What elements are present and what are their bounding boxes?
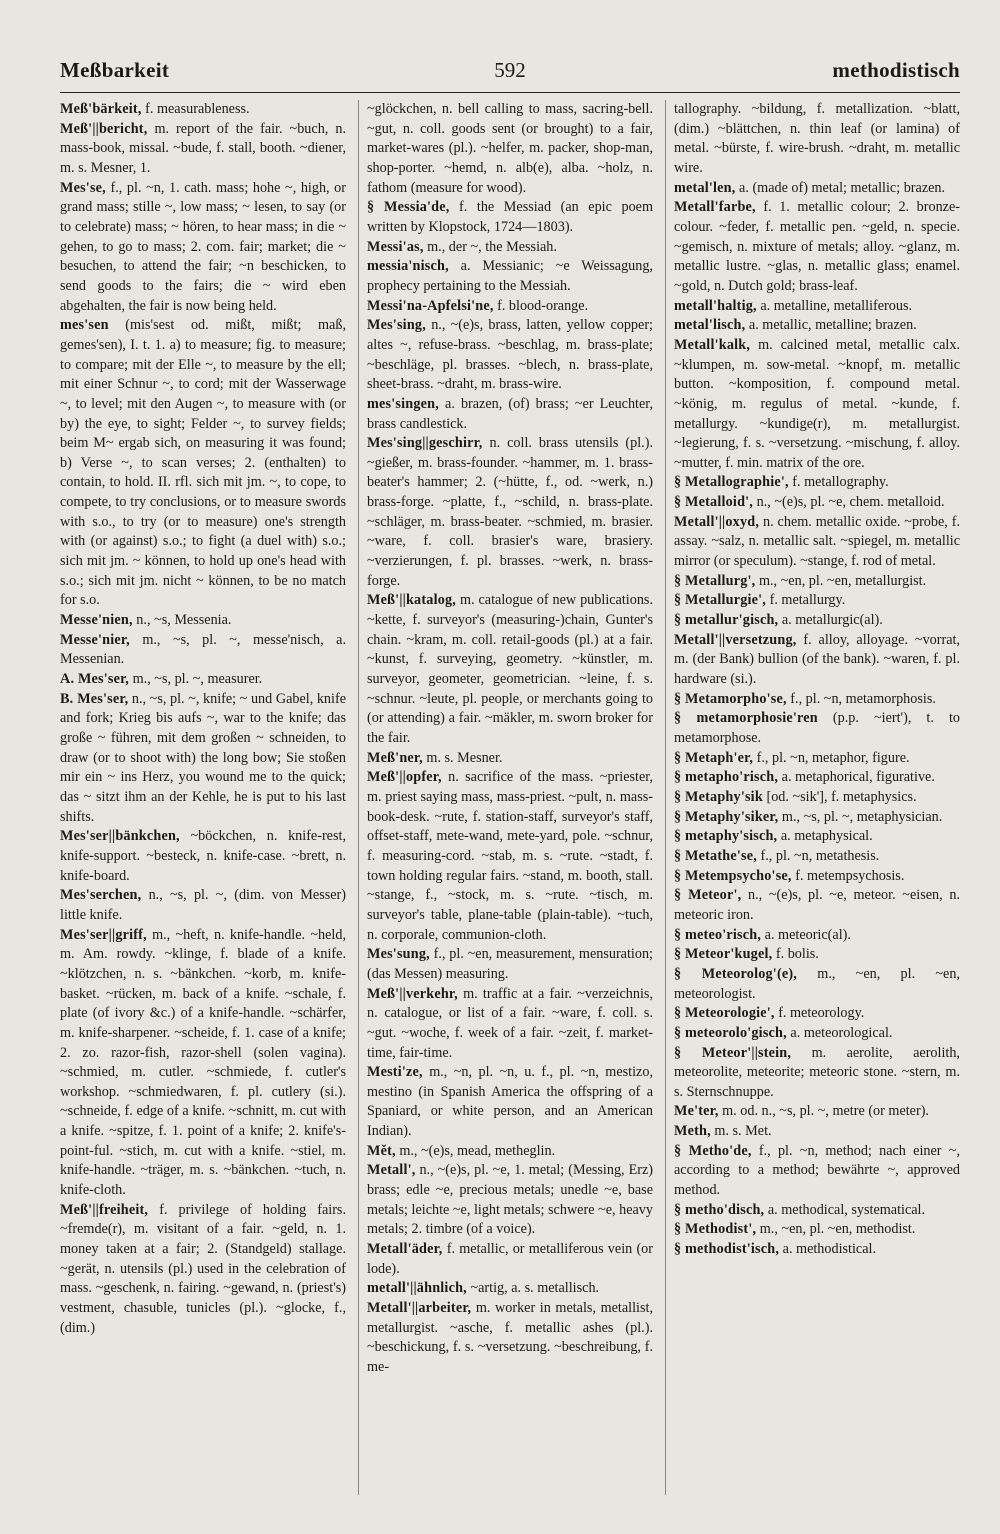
entry-headword: § Metaphy'siker,	[674, 808, 779, 825]
entry-definition: (p.p. ~iert'), t. to metamorphose.	[674, 710, 960, 746]
entry-headword: § Metamorpho'se,	[674, 690, 787, 707]
dictionary-entry	[674, 493, 960, 513]
dictionary-entry	[367, 297, 653, 317]
dictionary-entry	[674, 1102, 960, 1122]
entry-headword: metal'len,	[674, 179, 736, 196]
entry-definition: n., ~(e)s, pl. ~e, chem. metalloid.	[753, 494, 945, 511]
dictionary-entry	[367, 1142, 653, 1162]
entry-headword: metall'haltig,	[674, 297, 757, 314]
entry-definition: m., ~s, pl. ~, measurer.	[129, 671, 263, 688]
dictionary-entry	[60, 316, 346, 611]
entry-headword: § metamorphosie'ren	[674, 710, 818, 727]
entry-headword: Meß'||opfer,	[367, 769, 442, 786]
entry-headword: § Metallographie',	[674, 474, 789, 491]
dictionary-entry	[674, 297, 960, 317]
entry-definition: a. metaphorical, figurative.	[778, 769, 935, 786]
column-1	[60, 100, 346, 1495]
entry-headword: § Metempsycho'se,	[674, 867, 792, 884]
entry-definition: m., der ~, the Messiah.	[423, 238, 557, 255]
entry-headword: Metall'||oxyd,	[674, 513, 760, 530]
entry-definition: a. brazen, (of) brass; ~er Leuchter, brass candlestick.	[367, 395, 653, 432]
entry-headword: § Metathe'se,	[674, 847, 757, 864]
entry-headword: § Meteor'||stein,	[674, 1044, 792, 1061]
dictionary-entry	[60, 926, 346, 1201]
entry-definition: a. metallurgic(al).	[778, 612, 883, 629]
entry-definition: n., ~(e)s, brass, latten, yellow copper; altes ~, refuse-brass. ~beschlag, m. brass-plate; ~beschläge, pl. brasses. ~blech, n. brass-plate, sheet-brass. ~draht, m. brass-wire.	[367, 317, 653, 393]
dictionary-entry	[674, 1220, 960, 1240]
entry-definition: m., ~heft, n. knife-handle. ~held, m. Am. rowdy. ~klinge, f. blade of a knife. ~klötzchen, n. s. ~bänkchen. ~korb, m. knife-basket. ~rücken, m. back of a knife. ~schale, f. plate (of ivory &c.) of a knife-handle. ~schärfer, m. knife-sharpener. ~scheide, f. 1. case of a knife; 2. zo. razor-fish, razor-shell (solen vagina). ~schmied, m. cutler. ~schmiede, f. cutler's workshop. ~schmiedwaren, f. pl. cutlery (si.). ~schneide, f. edge of a knife. ~schnitt, m. cut with a knife. ~spitze, f. 1. point of a knife; 2. knife's-point-ful. ~stich, m. cut with a knife. ~stiel, m. knife-handle. ~träger, m. s. ~bänkchen. ~tuch, n. knife-cloth.	[60, 926, 346, 1199]
entry-definition: n. coll. brass utensils (pl.). ~gießer, m. brass-founder. ~hammer, m. 1. brass-beater's hammer; 2. (~hütte, f., od. ~werk, n.) brass-forge. ~platte, f., ~schild, n. brass-plate. ~schläger, m. brass-beater. ~schmied, m. brasier. ~ware, f. coll. brasier's ware, brasiery. ~verzierungen, f. pl. brasses. ~werk, n. brass-forge.	[367, 435, 653, 589]
dictionary-entry	[674, 198, 960, 296]
entry-headword: § meteo'risch,	[674, 926, 762, 943]
entry-definition: f., pl. ~n, 1. cath. mass; hohe ~, high, or grand mass; stille ~, low mass; ~ lesen, to say (or to celebrate) mass; ~ hören, to hear mass; in die ~ gehen, to go to mass; 2. com. fair; market; die ~ besuchen, to attend the fair; ~n beschicken, to send goods to the fairs; die ~ wird eben abgehalten, the fair is now being held.	[60, 179, 346, 314]
entry-definition: m. od. n., ~s, pl. ~, metre (or meter).	[718, 1103, 929, 1120]
entry-headword: § metapho'risch,	[674, 769, 779, 786]
entry-headword: § Meteor',	[674, 887, 742, 904]
entry-headword: § Meteor'kugel,	[674, 946, 773, 963]
dictionary-entry	[674, 473, 960, 493]
entry-definition: n., ~s, pl. ~, knife; ~ und Gabel, knife and fork; Krieg bis aufs ~, war to the knife; das große ~ führen, mit dem großen ~ schneiden, to draw (or to shoot with) the long bow; Sie stoßen mir ein ~ ins Herz, you wound me to the quick; das ~ sitzt ihm an der Kehle, he is put to his last shifts.	[60, 690, 346, 825]
dictionary-entry	[674, 1004, 960, 1024]
entry-definition: m. calcined metal, metallic calx. ~klumpen, m. sow-metal. ~knopf, m. metallic button. ~komposition, f. compound metal. ~könig, m. regulus of metal. ~kunde, f. metallurgy. ~kundige(r), m. metallurgist. ~legierung, f. s. ~versetzung. ~mischung, f. alloy. ~mutter, f. min. matrix of the ore.	[674, 336, 960, 471]
entry-headword: Metall'kalk,	[674, 336, 751, 353]
dictionary-entry	[674, 1201, 960, 1221]
entry-headword: § metho'disch,	[674, 1201, 765, 1218]
entry-headword: Mes'ser||bänkchen,	[60, 828, 180, 845]
entry-headword: Messe'nier,	[60, 631, 130, 648]
entry-headword: messia'nisch,	[367, 258, 449, 275]
dictionary-entry	[674, 1044, 960, 1103]
dictionary-entry	[674, 867, 960, 887]
entry-headword: Mes'sung,	[367, 946, 430, 963]
entry-definition: m. traffic at a fair. ~verzeichnis, n. catalogue, or list of a fair. ~ware, f. coll. s. ~gut. ~woche, f. week of a fair. ~zeit, f. market-time, fair-time.	[367, 985, 653, 1061]
dictionary-entry	[674, 100, 960, 179]
dictionary-entry	[60, 179, 346, 317]
entry-definition: a. methodical, systematical.	[764, 1201, 926, 1218]
entry-definition: m. worker in metals, metallist, metallurgist. ~asche, f. metallic ashes (pl.). ~beschickung, f. s. ~versetzung. ~beschreibung, f. me-	[367, 1300, 653, 1375]
entry-definition: m., ~en, pl. ~en, metallurgist.	[755, 572, 927, 589]
entry-headword: Messe'nien,	[60, 612, 133, 629]
entry-definition: a. metaphysical.	[777, 828, 873, 845]
dictionary-entry	[60, 886, 346, 925]
dictionary-entry	[367, 591, 653, 748]
entry-definition: tallography. ~bildung, f. metallization. ~blatt, (dim.) ~blättchen, n. thin leaf (or lamina) of metal. ~bürste, f. wire-brush. ~draht, m. metallic wire.	[674, 101, 960, 176]
entry-headword: § metaphy'sisch,	[674, 828, 778, 845]
dictionary-entry	[674, 827, 960, 847]
dictionary-entry	[674, 709, 960, 748]
entry-headword: § Methodist',	[674, 1221, 757, 1238]
dictionary-entry	[60, 631, 346, 670]
entry-headword: Metall',	[367, 1162, 416, 1179]
entry-definition: n., ~(e)s, pl. ~e, meteor. ~eisen, n. meteoric iron.	[674, 887, 960, 923]
entry-definition: a. Messianic; ~e Weissagung, prophecy pertaining to the Messiah.	[367, 258, 653, 294]
entry-definition: f., pl. ~n, metaphor, figure.	[753, 749, 910, 766]
entry-headword: Metall'||versetzung,	[674, 631, 797, 648]
entry-definition: f. measurableness.	[141, 101, 250, 117]
dictionary-entry	[674, 847, 960, 867]
dictionary-entry	[674, 926, 960, 946]
entry-definition: m. aerolite, aerolith, meteorolite, meteorite; meteoric stone. ~stern, m. s. Sternschnuppe.	[674, 1044, 960, 1100]
dictionary-entry	[674, 1240, 960, 1260]
dictionary-entry	[367, 100, 653, 198]
dictionary-entry	[674, 808, 960, 828]
dictionary-entry	[60, 827, 346, 886]
entry-headword: § Metho'de,	[674, 1142, 752, 1159]
dictionary-entry	[674, 316, 960, 336]
entry-definition: m., ~(e)s, mead, metheglin.	[395, 1142, 556, 1159]
dictionary-entry	[60, 611, 346, 631]
entry-definition: f. metempsychosis.	[791, 867, 905, 884]
entry-headword: Meß'||bericht,	[60, 120, 148, 137]
dictionary-entry	[674, 965, 960, 1004]
dictionary-entry	[367, 434, 653, 591]
entry-definition: f. the Messiad (an epic poem written by Klopstock, 1724—1803).	[367, 199, 653, 235]
entry-definition: m., ~en, pl. ~en, methodist.	[756, 1221, 916, 1238]
dictionary-entry	[674, 591, 960, 611]
entry-definition: a. (made of) metal; metallic; brazen.	[735, 179, 946, 196]
dictionary-entry	[367, 395, 653, 434]
header-rule	[60, 92, 960, 93]
entry-definition: f., pl. ~n, method; nach einer ~, according to a method; bewährte ~, approved method.	[674, 1142, 960, 1199]
entry-headword: § metallur'gisch,	[674, 612, 779, 629]
entry-headword: Meß'ner,	[367, 749, 423, 766]
dictionary-entry	[674, 749, 960, 769]
entry-headword: Mes'sing,	[367, 317, 426, 334]
entry-definition: n. chem. metallic oxide. ~probe, f. assay. ~salz, n. metallic salt. ~spiegel, m. metallic mirror (or speculum). ~stange, f. rod of metal.	[674, 513, 960, 570]
entry-headword: Mes'serchen,	[60, 887, 142, 904]
entry-definition: m. catalogue of new publications. ~kette, f. surveyor's (measuring-)chain, Gunter's chain. ~kram, m. coll. retail-goods (pl.) at a fair. ~kunst, f. surveying, geometry. ~künstler, m. surveyor, geometer, geometrician. ~leine, f. s. ~schnur. ~leute, pl. people, or merchants going to (or attending) a fair. ~mäkler, m. sworn broker for the fair.	[367, 592, 653, 746]
entry-headword: Metall'farbe,	[674, 199, 756, 216]
entry-headword: Messi'as,	[367, 238, 424, 255]
entry-definition: m., ~n, pl. ~n, u. f., pl. ~n, mestizo, mestino (in Spanish America the offspring of a Spaniard, or white person, and an American Indian).	[367, 1064, 653, 1140]
entry-definition: f. alloy, alloyage. ~vorrat, m. (der Bank) bullion (of the bank). ~waren, f. pl. hardware (si.).	[674, 631, 960, 688]
entry-headword: § Metaphy'sik	[674, 788, 763, 805]
dictionary-entry	[674, 945, 960, 965]
dictionary-entry	[674, 336, 960, 474]
entry-definition: ~glöckchen, n. bell calling to mass, sacring-bell. ~gut, n. coll. goods sent (or brought) to a fair, market-wares (pl.). ~helfer, m. packer, shop-man, shop-porter. ~hemd, n. alb(e), alba. ~holz, n. fathom (measure for wood).	[367, 101, 653, 196]
dictionary-entry	[367, 945, 653, 984]
dictionary-entry	[367, 1063, 653, 1142]
dictionary-entry	[674, 1122, 960, 1142]
entry-definition: f., pl. ~n, metathesis.	[756, 847, 880, 864]
entry-definition: f. metallic, or metalliferous vein (or lode).	[367, 1241, 653, 1277]
entry-definition: n., ~s, pl. ~, (dim. von Messer) little knife.	[60, 887, 346, 923]
column-3	[665, 100, 960, 1495]
entry-headword: § Metallurg',	[674, 572, 756, 589]
header-last-headword: methodistisch	[832, 58, 960, 82]
entry-headword: § Meteorologie',	[674, 1005, 775, 1022]
entry-headword: B. Mes'ser,	[60, 690, 129, 707]
entry-headword: Metall'||arbeiter,	[367, 1300, 472, 1317]
page-header	[60, 56, 960, 92]
dictionary-entry	[367, 198, 653, 237]
dictionary-entry	[367, 257, 653, 296]
entry-headword: metall'||ähnlich,	[367, 1280, 467, 1297]
entry-definition: n. sacrifice of the mass. ~priester, m. priest saying mass, mass-priest. ~pult, n. mass-book-desk. ~rute, f. station-staff, surveyor's staff, offset-staff, mete-wand, mete-yard, pole. ~schnur, f. measuring-cord. ~stab, m. s. ~rute. ~stadt, f. town holding regular fairs. ~stand, m. booth, stall. ~stange, f., ~stock, m. s. ~rute. ~tisch, m. surveyor's table, plane-table (plain-table). ~tuch, n. corporale, communion-cloth.	[367, 769, 653, 943]
entry-headword: Meß'||katalog,	[367, 592, 457, 609]
dictionary-entry	[674, 768, 960, 788]
dictionary-entry	[674, 572, 960, 592]
dictionary-entry	[367, 768, 653, 945]
entry-definition: a. meteoric(al).	[761, 926, 851, 943]
entry-definition: m., ~s, pl. ~, metaphysician.	[778, 808, 943, 825]
dictionary-entry	[60, 120, 346, 179]
dictionary-entry	[60, 670, 346, 690]
entry-definition: a. methodistical.	[779, 1241, 877, 1258]
entry-headword: Messi'na-Apfelsi'ne,	[367, 297, 494, 314]
entry-headword: mes'sen	[60, 317, 109, 334]
dictionary-entry	[367, 985, 653, 1064]
entry-headword: Mes'sing||geschirr,	[367, 435, 483, 452]
entry-headword: § Metalloid',	[674, 494, 754, 511]
entry-definition: ~böckchen, n. knife-rest, knife-support. ~besteck, n. knife-case. ~brett, n. knife-board.	[60, 828, 346, 884]
entry-headword: § meteorolo'gisch,	[674, 1024, 787, 1041]
dictionary-entry	[367, 238, 653, 258]
dictionary-entry	[60, 690, 346, 828]
entry-headword: Me'ter,	[674, 1103, 719, 1120]
entry-headword: § Metaph'er,	[674, 749, 754, 766]
entry-definition: m. report of the fair. ~buch, n. mass-book, missal. ~bude, f. stall, booth. ~diener, m. s. Mesner, 1.	[60, 120, 346, 176]
entry-headword: Meß'bärkeit,	[60, 101, 142, 117]
entry-definition: (mis'sest od. mißt, mißt; maß, gemes'sen), I. t. 1. a) to measure; fig. to measure; to compare; mit der Elle ~, to measure by the ell; mit einer Schnur ~, to cord; mit der Wasserwage ~, to level; mit den Augen ~, to measure with (or by) the eye, to sight; Felder ~, to survey fields; beim M~ ergab sich, on measuring it was found; b) Verse ~, to scan verses; 2. (enthalten) to contain, to hold. II. rfl. sich mit jm. ~, to cope, to compete, to try conclusions, or to measure swords with s.o., to try (or to measure) one's strength with (or against) s.o.; to fight (a duel with) s.o.; sich mit jm. ~ können, to hold up one's head with s.o.; sich mit jm. nicht ~ können, to be no match for s.o.	[60, 317, 346, 609]
dictionary-entry	[674, 611, 960, 631]
entry-definition: m. s. Met.	[710, 1123, 772, 1140]
dictionary-entry	[674, 1024, 960, 1044]
page-number: 592	[494, 58, 526, 82]
entry-headword: § Metallurgie',	[674, 592, 767, 609]
entry-headword: mes'singen,	[367, 395, 439, 412]
entry-headword: Meß'||freiheit,	[60, 1201, 149, 1218]
dictionary-entry	[367, 749, 653, 769]
entry-definition: a. meteorological.	[786, 1024, 893, 1041]
entry-definition: n., ~s, Messenia.	[132, 612, 232, 629]
dictionary-entry	[674, 179, 960, 199]
entry-headword: Meth,	[674, 1123, 711, 1140]
dictionary-entry	[674, 886, 960, 925]
entry-definition: f. blood-orange.	[493, 297, 589, 314]
dictionary-entry	[674, 788, 960, 808]
entry-definition: a. metallic, metalline; brazen.	[745, 317, 917, 334]
entry-headword: § methodist'isch,	[674, 1241, 780, 1258]
entry-definition: f., pl. ~n, metamorphosis.	[786, 690, 936, 707]
entry-definition: f. metallography.	[788, 474, 889, 491]
dictionary-entry	[60, 1201, 346, 1339]
entry-headword: § Meteorolog'(e),	[674, 965, 798, 982]
entry-definition: ~artig, a. s. metallisch.	[466, 1280, 600, 1297]
column-2	[358, 100, 653, 1495]
entry-headword: § Messia'de,	[367, 199, 450, 216]
dictionary-entry	[674, 1142, 960, 1201]
entry-definition: f. 1. metallic colour; 2. bronze-colour. ~feder, f. metallic pen. ~geld, n. specie. ~gemisch, n. mixture of metals; alloy. ~glanz, m. metallic lustre. ~glas, n. metallic glass; enamel. ~gold, n. Dutch gold; brass-leaf.	[674, 199, 960, 294]
entry-headword: metal'lisch,	[674, 317, 746, 334]
entry-headword: Metall'äder,	[367, 1241, 443, 1258]
entry-headword: Meß'||verkehr,	[367, 985, 458, 1002]
entry-definition: m., ~en, pl. ~en, meteorologist.	[674, 965, 960, 1002]
entry-definition: m. s. Mesner.	[422, 749, 503, 766]
entry-definition: f. privilege of holding fairs. ~fremde(r), m. visitant of a fair. ~geld, n. 1. money taken at a fair; 2. (Standgeld) stallage. ~gerät, n. utensils (pl.) used in the celebration of mass. ~geschenk, n. fairing. ~gewand, n. (priest's) vestment, chasuble, tunicles (pl.). ~glocke, f., (dim.)	[60, 1201, 346, 1336]
dictionary-entry	[674, 690, 960, 710]
entry-definition: a. metalline, metalliferous.	[756, 297, 913, 314]
entry-definition: f., pl. ~en, measurement, mensuration; (das Messen) measuring.	[367, 946, 653, 982]
entry-headword: Mes'se,	[60, 179, 106, 196]
dictionary-entry	[367, 1240, 653, 1279]
entry-definition: m., ~s, pl. ~, messe'nisch, a. Messenian.	[60, 631, 346, 668]
dictionary-entry	[367, 316, 653, 395]
entry-definition: n., ~(e)s, pl. ~e, 1. metal; (Messing, Erz) brass; edle ~e, precious metals; unedle ~e, base metals; leichte ~e, light metals; schwere ~e, heavy metals; 2. timbre (of a voice).	[367, 1162, 653, 1238]
entry-definition: [od. ~sik'], f. metaphysics.	[762, 788, 917, 805]
entry-headword: Mět,	[367, 1142, 396, 1159]
entry-headword: Mes'ser||griff,	[60, 926, 147, 943]
dictionary-entry	[367, 1161, 653, 1240]
entry-headword: A. Mes'ser,	[60, 671, 130, 688]
dictionary-columns	[60, 100, 960, 1495]
dictionary-entry	[367, 1279, 653, 1299]
entry-headword: Mesti'ze,	[367, 1064, 423, 1081]
entry-definition: f. bolis.	[772, 946, 819, 963]
dictionary-entry	[674, 631, 960, 690]
dictionary-entry	[674, 513, 960, 572]
header-first-headword: Meßbarkeit	[60, 58, 170, 82]
entry-definition: f. metallurgy.	[766, 592, 846, 609]
dictionary-entry	[367, 1299, 653, 1378]
entry-definition: f. meteorology.	[774, 1005, 865, 1022]
dictionary-entry	[60, 100, 346, 120]
